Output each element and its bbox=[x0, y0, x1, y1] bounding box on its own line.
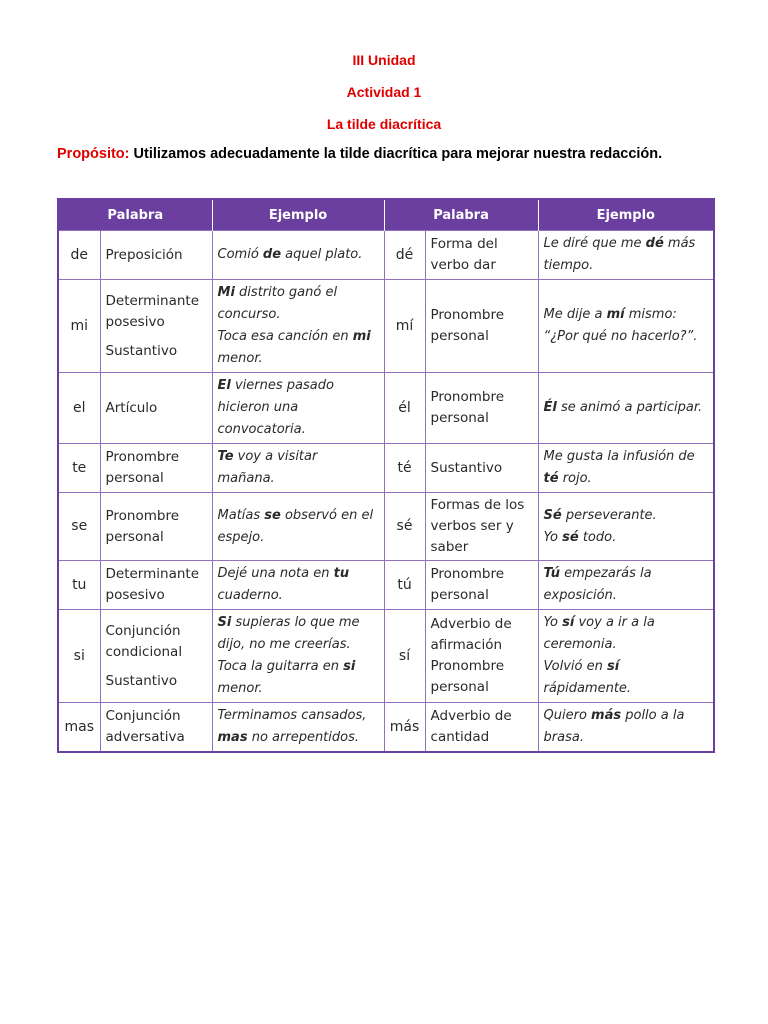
example-line bbox=[544, 505, 709, 527]
example-cell bbox=[212, 703, 384, 753]
category-line: Sustantivo bbox=[105, 672, 178, 689]
example-text: mismo: bbox=[624, 307, 677, 322]
example-text: no arrepentidos. bbox=[247, 730, 359, 745]
example-text: Me dije a bbox=[543, 307, 607, 322]
category-line: Forma del bbox=[430, 236, 498, 252]
category-line: personal bbox=[430, 410, 489, 426]
category-line: posesivo bbox=[105, 587, 165, 603]
example-line bbox=[544, 527, 709, 549]
example-keyword: de bbox=[262, 247, 282, 262]
accented-category-cell bbox=[425, 703, 538, 753]
word-cell: si bbox=[58, 610, 100, 703]
category-cell bbox=[100, 373, 212, 444]
accented-word-cell: tú bbox=[384, 561, 425, 610]
example-text: Volvió en bbox=[543, 659, 607, 674]
word-cell: el bbox=[58, 373, 100, 444]
category-cell bbox=[100, 703, 212, 753]
category-line: Artículo bbox=[105, 399, 158, 416]
example-line bbox=[218, 419, 379, 441]
accented-example-cell bbox=[538, 280, 714, 373]
category-line: adversativa bbox=[105, 729, 185, 745]
example-text: brasa. bbox=[543, 730, 584, 745]
header-ejemplo-accented: Ejemplo bbox=[538, 199, 714, 231]
example-text: perseverante. bbox=[561, 507, 657, 523]
example-line bbox=[218, 244, 379, 266]
header-ejemplo: Ejemplo bbox=[212, 199, 384, 231]
accented-category-cell bbox=[425, 373, 538, 444]
example-text: rápidamente. bbox=[543, 681, 632, 696]
accented-example-cell bbox=[538, 610, 714, 703]
example-text: ceremonia. bbox=[543, 637, 617, 652]
table-header-row bbox=[58, 199, 714, 231]
accented-example-cell bbox=[538, 444, 714, 493]
category-cell bbox=[100, 280, 212, 373]
example-text: convocatoria. bbox=[217, 422, 306, 437]
example-text: pollo a la bbox=[621, 708, 685, 723]
example-text: menor. bbox=[217, 681, 263, 696]
word-cell: mi bbox=[58, 280, 100, 373]
example-line bbox=[218, 397, 379, 419]
category-cell bbox=[100, 561, 212, 610]
accented-example-cell bbox=[538, 561, 714, 610]
table-row bbox=[58, 444, 714, 493]
table-row bbox=[58, 561, 714, 610]
category-line: Preposición bbox=[105, 246, 183, 263]
accented-word-cell: sé bbox=[384, 493, 425, 561]
accented-category-cell bbox=[425, 610, 538, 703]
word-cell: mas bbox=[58, 703, 100, 753]
purpose-label: Propósito: bbox=[57, 146, 130, 162]
category-cell bbox=[100, 444, 212, 493]
table-row bbox=[58, 231, 714, 280]
accented-example-cell bbox=[538, 373, 714, 444]
table-row bbox=[58, 280, 714, 373]
example-line bbox=[218, 678, 379, 700]
example-keyword: Mi bbox=[217, 285, 235, 300]
example-keyword: Él bbox=[543, 400, 557, 415]
accented-example-cell bbox=[538, 493, 714, 561]
example-line bbox=[544, 255, 709, 277]
category-line: Sustantivo bbox=[105, 342, 178, 359]
example-cell bbox=[212, 493, 384, 561]
accented-word-cell: dé bbox=[384, 231, 425, 280]
example-text: viernes pasado bbox=[230, 378, 334, 393]
example-line bbox=[218, 612, 379, 634]
category-line: personal bbox=[430, 328, 489, 344]
example-line bbox=[218, 304, 379, 326]
category-line: personal bbox=[105, 528, 164, 545]
unit-title: III Unidad bbox=[352, 52, 416, 68]
activity-title: Actividad 1 bbox=[346, 84, 422, 100]
example-text: Terminamos cansados, bbox=[217, 708, 367, 723]
example-text: aquel plato. bbox=[281, 247, 363, 262]
accented-word-cell: sí bbox=[384, 610, 425, 703]
example-line bbox=[218, 585, 379, 607]
example-text: menor. bbox=[217, 351, 263, 366]
example-line bbox=[544, 326, 709, 348]
example-text: Le diré que me bbox=[543, 236, 646, 251]
example-text: Yo bbox=[543, 529, 563, 545]
table-row bbox=[58, 703, 714, 753]
category-line: Adverbio de bbox=[430, 616, 512, 632]
example-text: más bbox=[663, 236, 696, 251]
category-line: saber bbox=[430, 539, 469, 555]
example-line bbox=[544, 585, 709, 607]
example-line bbox=[218, 468, 379, 490]
example-text: Quiero bbox=[543, 708, 592, 723]
example-text: hicieron una bbox=[217, 400, 299, 415]
category-line: Pronombre bbox=[430, 307, 505, 323]
category-line: personal bbox=[430, 679, 489, 695]
accented-example-cell bbox=[538, 703, 714, 753]
category-line: Pronombre bbox=[430, 389, 505, 405]
example-line bbox=[218, 705, 379, 727]
example-keyword: Tú bbox=[543, 566, 560, 581]
example-line bbox=[544, 727, 709, 749]
example-text: rojo. bbox=[558, 471, 592, 486]
category-line: Pronombre bbox=[105, 507, 180, 524]
example-line bbox=[218, 505, 379, 527]
accented-category-cell bbox=[425, 231, 538, 280]
example-line bbox=[544, 397, 709, 419]
accented-example-cell bbox=[538, 231, 714, 280]
example-cell bbox=[212, 231, 384, 280]
example-keyword: Si bbox=[217, 615, 232, 630]
example-text: mañana. bbox=[217, 471, 275, 486]
example-text: dijo, no me creerías. bbox=[217, 637, 351, 652]
example-text: “¿Por qué no hacerlo?”. bbox=[543, 329, 698, 344]
example-keyword: tu bbox=[333, 566, 350, 581]
example-cell bbox=[212, 280, 384, 373]
example-line bbox=[544, 612, 709, 634]
example-line bbox=[544, 563, 709, 585]
category-cell bbox=[100, 493, 212, 561]
table-row bbox=[58, 610, 714, 703]
example-cell bbox=[212, 373, 384, 444]
example-keyword: sé bbox=[562, 529, 579, 545]
example-line bbox=[218, 282, 379, 304]
category-line: cantidad bbox=[430, 729, 490, 745]
word-cell: te bbox=[58, 444, 100, 493]
example-line bbox=[544, 468, 709, 490]
spacer bbox=[106, 663, 207, 671]
table-row bbox=[58, 493, 714, 561]
diacritic-table bbox=[57, 198, 715, 753]
topic-title: La tilde diacrítica bbox=[326, 116, 442, 132]
example-text: exposición. bbox=[543, 588, 617, 603]
category-cell bbox=[100, 231, 212, 280]
example-text: Dejé una nota en bbox=[217, 566, 334, 581]
category-line: afirmación bbox=[430, 637, 503, 653]
example-line bbox=[218, 375, 379, 397]
category-line: verbo dar bbox=[430, 257, 496, 273]
header-palabra-accented: Palabra bbox=[384, 199, 538, 231]
accented-word-cell: él bbox=[384, 373, 425, 444]
example-text: espejo. bbox=[217, 529, 265, 545]
example-text: Yo bbox=[543, 615, 563, 630]
accented-category-cell bbox=[425, 280, 538, 373]
example-line bbox=[218, 326, 379, 348]
category-line: Formas de los bbox=[430, 497, 525, 513]
example-cell bbox=[212, 561, 384, 610]
accented-category-cell bbox=[425, 444, 538, 493]
accented-word-cell: té bbox=[384, 444, 425, 493]
example-line bbox=[544, 634, 709, 656]
category-line: condicional bbox=[105, 643, 183, 660]
category-line: Pronombre bbox=[105, 449, 180, 465]
category-cell bbox=[100, 610, 212, 703]
example-line bbox=[544, 304, 709, 326]
example-keyword: Te bbox=[217, 449, 234, 464]
example-text: se animó a participar. bbox=[556, 400, 703, 415]
category-line: Determinante bbox=[105, 566, 199, 582]
example-text: Comió bbox=[217, 247, 263, 262]
accented-category-cell bbox=[425, 561, 538, 610]
example-text: Matías bbox=[217, 507, 265, 523]
category-line: Conjunción bbox=[105, 708, 181, 724]
example-line bbox=[544, 656, 709, 678]
example-cell bbox=[212, 444, 384, 493]
example-keyword: mi bbox=[352, 329, 371, 344]
spacer bbox=[106, 333, 207, 341]
example-text: todo. bbox=[578, 529, 617, 545]
category-line: Adverbio de bbox=[430, 708, 512, 724]
category-line: personal bbox=[105, 470, 164, 486]
example-keyword: té bbox=[543, 471, 559, 486]
example-text: Me gusta la infusión de bbox=[543, 449, 695, 464]
example-line bbox=[544, 446, 709, 468]
example-line bbox=[218, 727, 379, 749]
example-keyword: sí bbox=[607, 659, 620, 674]
example-text: Toca esa canción en bbox=[217, 329, 353, 344]
example-keyword: si bbox=[343, 659, 356, 674]
example-line bbox=[544, 233, 709, 255]
category-line: Sustantivo bbox=[430, 459, 503, 476]
category-line: Determinante bbox=[105, 292, 199, 309]
example-keyword: mas bbox=[217, 730, 248, 745]
example-text: Toca la guitarra en bbox=[217, 659, 344, 674]
word-cell: de bbox=[58, 231, 100, 280]
accented-word-cell: mí bbox=[384, 280, 425, 373]
example-line bbox=[218, 527, 379, 549]
purpose-text: Utilizamos adecuadamente la tilde diacrítica para mejorar nuestra redacción. bbox=[129, 146, 663, 162]
example-keyword: dé bbox=[645, 236, 664, 251]
example-line bbox=[218, 656, 379, 678]
example-text: tiempo. bbox=[543, 258, 594, 273]
example-cell bbox=[212, 610, 384, 703]
category-line: Pronombre bbox=[430, 658, 505, 674]
example-text: cuaderno. bbox=[217, 588, 283, 603]
example-text: empezarás la bbox=[559, 566, 652, 581]
example-keyword: mí bbox=[606, 307, 625, 322]
category-line: posesivo bbox=[105, 313, 165, 330]
example-line bbox=[218, 634, 379, 656]
category-line: Pronombre bbox=[430, 566, 505, 582]
word-cell: tu bbox=[58, 561, 100, 610]
example-keyword: El bbox=[217, 378, 231, 393]
example-line bbox=[544, 678, 709, 700]
example-line bbox=[218, 563, 379, 585]
example-keyword: Sé bbox=[543, 507, 562, 523]
category-line: Conjunción bbox=[105, 622, 181, 639]
example-keyword: se bbox=[264, 507, 281, 523]
example-line bbox=[544, 705, 709, 727]
example-keyword: sí bbox=[562, 615, 575, 630]
header-palabra: Palabra bbox=[58, 199, 212, 231]
example-line bbox=[218, 348, 379, 370]
example-text: supieras lo que me bbox=[231, 615, 360, 630]
example-keyword: más bbox=[591, 708, 622, 723]
example-text: voy a visitar bbox=[233, 449, 318, 464]
category-line: verbos ser y bbox=[430, 518, 514, 534]
table-row bbox=[58, 373, 714, 444]
example-line bbox=[218, 446, 379, 468]
example-text: distrito ganó el bbox=[234, 285, 338, 300]
example-text: voy a ir a la bbox=[574, 615, 655, 630]
purpose-statement bbox=[57, 146, 737, 162]
accented-category-cell bbox=[425, 493, 538, 561]
accented-word-cell: más bbox=[384, 703, 425, 753]
category-line: personal bbox=[430, 587, 489, 603]
example-text: observó en el bbox=[280, 507, 374, 523]
example-text: concurso. bbox=[217, 307, 281, 322]
word-cell: se bbox=[58, 493, 100, 561]
